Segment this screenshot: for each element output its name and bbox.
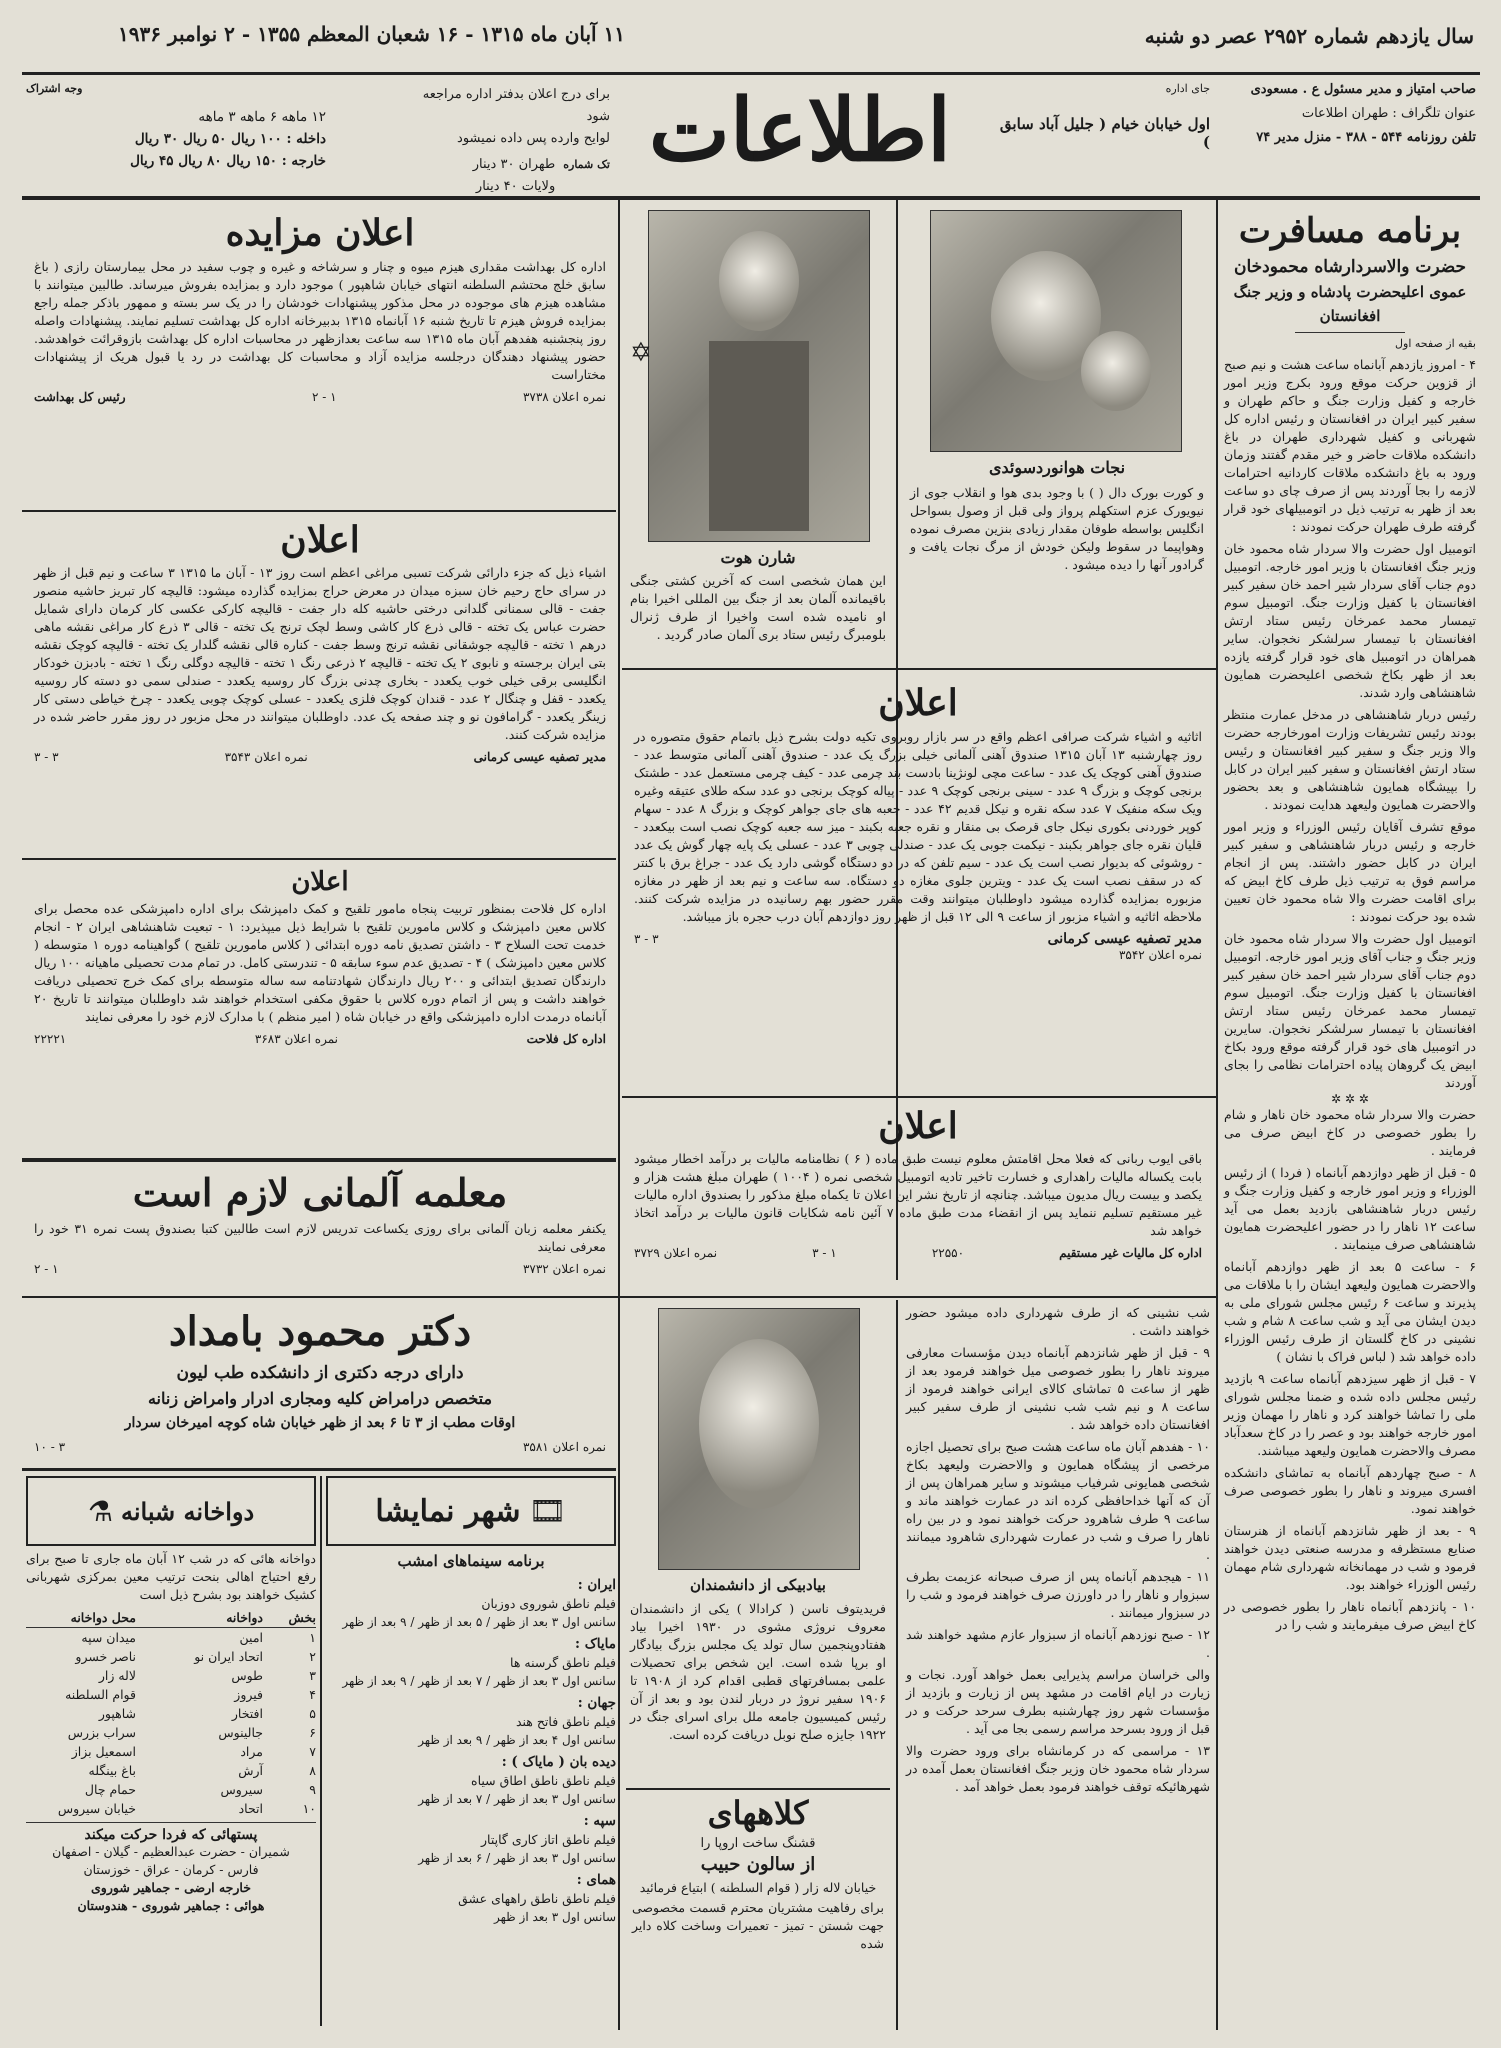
- auction-sign: رئیس کل بهداشت: [34, 390, 126, 404]
- teacher-ad: [26, 1166, 614, 1284]
- notice3-body: اثاثیه و اشیاء شرکت صرافی اعظم واقع در سر بازار روبروی تکیه دولت بشرح ذیل باتمام حقوق متصوره در روز چهارشنبه ۱۳ آبان ۱۳۱۵ صندوق آهنی آلمانی خیلی بزرگ یک عدد - صندوق آهنی آلمانی متوسط عدد - صندوق آهنی کوچک یک عدد - ساعت مچی لونژینا بادست بند چرمی عدد - کیف چرمی مستعمل عدد - طشتک برنجی کوچک و بزرگ ۹ عدد - سینی برنجی کوچک ۹ عدد - پیاله کوچک برنجی دو عدد سکه طلای عتیقه وغیره ویک سکه منفیک ۷ عدد سکه نقره و نیکل قدیم ۴۲ عدد - جعبه های جای جواهر کوچک و بزرگ ۸ عدد - سهام کوپر خوردنی بکوری نیکل جای قرصک بی منقار و نقره جعبه بکبند - میز سه جعبه کوچک نصب است بیکعدد - قلیان نقره جای جواهر بکبند - نیکمت جوبی یک عدد - صندلی چوبی ۳ عدد - عسلی یک پایه چهار گوش یک عدد - روشوئی که بدیوار نصب است یک عدد - سیم تلفن که در دو دستگاه گوشی دارد یک عدد - جراغ برق با کنتر که در سقف نصب است یک عدد - ویترین جلوی مغازه دو دستگاه. سه ساعت و نیم بعد از ظهر در مغازه مزبوره بمزایده گذارده میشود داوطلبان میتوانند وقت مقرر حضور بهم رسانیده در مزایده شرکت کنند. ملاحظه اثاثیه و اشیاء مزبور از ساعت ۹ الی ۱۲ قبل از ظهر روز دوازدهم آبان درب حجره باز میباشد.: [634, 729, 1203, 924]
- notice1-title: اعلان: [280, 519, 360, 561]
- cinema-name: دیده بان ( مایاک ) :: [501, 1754, 616, 1770]
- pharmacy-cell: امین: [239, 1630, 263, 1645]
- notice2-code: ۲۲۲۲۱: [34, 1032, 67, 1046]
- rule-teacher: [22, 1158, 616, 1162]
- doctor-line2: متخصص درامراض کلیه ومجاری ادرار وامراض زنانه: [147, 1389, 493, 1408]
- rule-tax: [622, 1096, 1216, 1098]
- newspaper-page: [22, 18, 1480, 2030]
- travel-subtitle-1: حضرت والاسردارشاه محمودخان: [1234, 257, 1466, 277]
- owner-line: صاحب امتیاز و مدیر مسئول ع . مسعودی: [1250, 82, 1476, 97]
- pharmacy-row: [26, 1742, 316, 1761]
- photo3-caption: فریدیتوف ناسن ( کرادالا ) یکی از دانشمندان معروف نروژی مشوی در ۱۹۳۰ اخیرا بیاد هفتادوپنجمین سال تولد یک مجلس بزرگ بیادگار او برپا شده است. این شخص برای تحصیلات علمی بمسافرتهای قطبی اقدام کرد از ۱۹۰۸ تا ۱۹۰۶ سفیر نروژ در دربار لندن بود و بعد از آن رئیس کمیسیون جامعه ملل برای اسرای جنگ در ۱۹۲۲ جایزه صلح نوبل دریافت کرده است.: [630, 1601, 886, 1742]
- film-projector-icon: 🎞: [528, 1493, 567, 1529]
- auction-num: نمره اعلان ۳۷۳۸: [522, 390, 606, 404]
- pharmacy-row: [26, 1761, 316, 1780]
- single-tehran: طهران ۳۰ دینار: [472, 157, 556, 172]
- subs-header: ۱۲ ماهه ۶ ماهه ۳ ماهه: [198, 109, 326, 125]
- doctor-num: نمره اعلان ۳۵۸۱: [522, 1440, 606, 1454]
- travel-para-2: اتومبیل اول حضرت والا سردار شاه محمود خان وزیر جنگ افغانستان با وزیر امور خارجه. اتومبیل دوم جناب آقای سردار شیر احمد خان سفیر کبیر افغانستان با کفیل وزارت جنگ. اتومبیل سوم تیمسار محمد عمرخان رئیس ستاد ارتش افغانستان با تیمسار سرلشکر نخجوان. سایر همراهان در اتومبیل های خود قرار گرفته یازده بعد از ظهر بکاخ شخصی اعلیحضرت همایون شاهنشاهی وارد شدند.: [1224, 541, 1476, 700]
- tax-body: باقی ایوب ربانی که فعلا محل اقامتش معلوم نیست طبق ماده ( ۶ ) نظامنامه مالیات بر درآمد اخطار میشود بابت یکساله مالیات راهداری و خسارت تاخیر تادیه اتومبیل شخصی نمره ( ۱۰۰۴ ) طهران مبلغ هشت هزار و یکصد و بیست ریال مدیون میباشد. چنانچه از تاریخ نشر این اعلان تا یکماه مبلغ مذکور را بصندوق اداره مالیات غیر مستقیم تسلیم ننماید پس از انقضاء مدت طبق ماده ۷ آئین نامه شکایات قانون مالیات بر درآمد اتخاذ خواهد شد: [634, 1151, 1203, 1238]
- pharmacy-cell: ناصر خسرو: [75, 1649, 136, 1664]
- cinema-times: سانس اول ۳ بعد از ظهر / ۷ بعد از ظهر / ۹ بعد از ظهر: [342, 1674, 616, 1688]
- photo-swedish-aviator: [930, 210, 1182, 452]
- travel-para-6: حضرت والا سردار شاه محمود خان ناهار و شام را بطور خصوصی در کاخ ابیض صرف می فرمایند .: [1224, 1107, 1476, 1158]
- ads-note-2: لوایح وارده پس داده نمیشود: [457, 131, 610, 146]
- rule-bottom-left: [22, 1468, 616, 1471]
- pharmacy-cell: ۱: [309, 1630, 316, 1645]
- cinema-item: [326, 1812, 616, 1867]
- pharmacy-cell: طوس: [231, 1668, 263, 1683]
- date-line: ۱۱ آبان ماه ۱۳۱۵ - ۱۶ شعبان المعظم ۱۳۵۵ - ۲ نوامبر ۱۹۳۶: [118, 22, 626, 46]
- notice2-num: نمره اعلان ۳۶۸۳: [254, 1032, 338, 1046]
- schedule-extra: والی خراسان مراسم پذیرایی بعمل خواهد آورد. نجات و زیارت در ایام اقامت در مشهد پس از زیارت و بازدید از مؤسسات شهر روز چهارشنبه بطرف سرحد حرکت و در قبل از ورود بسرحد مراسم رسمی بجا می آید .: [906, 1667, 1210, 1736]
- cinema-film: فیلم ناطق ناطق اطاق سیاه: [471, 1773, 616, 1788]
- col-rule-1: [1216, 200, 1218, 2030]
- cinema-item: [326, 1635, 616, 1690]
- office-label: جای اداره: [1165, 82, 1210, 95]
- travel-para-8: ۶ - ساعت ۵ بعد از ظهر دوازدهم آبانماه والاحضرت همایون ولیعهد ایشان را با ملاقات می پذیرند و ساعت ۶ رئیس مجلس شورای ملی به دیدن ایشان می آید و شب ساعت ۸ شام و شب نشینی در کاخ گلستان از طرف رئیس الوزراء داده خواهد شد ( لباس فراک با نشان ): [1224, 1259, 1476, 1364]
- pharmacy-row: [26, 1685, 316, 1704]
- pharmacy-cell: شاهپور: [98, 1706, 136, 1721]
- pharmacy-cell: خیابان سیروس: [57, 1801, 136, 1816]
- doctor-ad: [26, 1304, 614, 1464]
- rule-notice2: [22, 858, 616, 860]
- notice1-ad: [26, 516, 614, 856]
- cinema-film: فیلم ناطق ناطق راههای عشق: [458, 1891, 616, 1906]
- doctor-title: دکتر محمود بامداد: [168, 1308, 472, 1355]
- star-emblem-icon: ✡: [630, 338, 652, 368]
- pharmacy-cell: باغ بینگله: [88, 1763, 136, 1778]
- cinema-name: مایاک :: [575, 1636, 616, 1652]
- photo2-title: شارن هوت: [720, 548, 796, 567]
- photo-nansen: [658, 1308, 860, 1570]
- pharmacy-cell: میدان سپه: [81, 1630, 136, 1645]
- rule-bottom-mid: [22, 1296, 1216, 1298]
- travel-para-12: ۱۰ - پانزدهم آبانماه ناهار را بطور خصوصی در کاخ ابیض صرف میفرمایند و شب را در: [1224, 1599, 1476, 1632]
- phone-line: تلفن روزنامه ۵۴۴ - ۳۸۸ - منزل مدیر ۷۴: [1256, 130, 1476, 145]
- hats-shop: از سالون حبیب: [700, 1854, 816, 1875]
- hats-subtitle: قشنگ ساخت اروپا را: [700, 1836, 816, 1851]
- travel-para-3: رئیس دربار شاهنشاهی در مدخل عمارت منتظر بودند رئیس تشریفات وزارت امورخارجه حضرت والا وزیر جنگ و سفیر کبیر افغانستان و رئیس ستاد ارتش افغانستان و سفیر کبیر ایران در کابل را بپیشگاه همایون شاهنشاهی و بعد بحضور والاحضرت همایون ولیعهد هدایت نمودند .: [1224, 707, 1476, 812]
- cinema-item: [326, 1694, 616, 1749]
- masthead-single: [410, 84, 610, 194]
- auction-ad: [26, 208, 614, 508]
- notice3-ad: [626, 678, 1210, 1088]
- masthead-address: [990, 82, 1210, 172]
- notice3-sign: مدیر تصفیه عیسی کرمانی: [1047, 931, 1202, 947]
- pharmacy-rows: [26, 1628, 316, 1818]
- travel-cont: بقیه از صفحه اول: [1395, 337, 1476, 350]
- auction-title: اعلان مزایده: [225, 212, 415, 254]
- col-rule-ads: [320, 1476, 322, 2026]
- cinema-name: ایران :: [577, 1577, 616, 1593]
- tax-issue: ۱ - ۳: [812, 1246, 837, 1260]
- cinema-name: همای :: [576, 1872, 616, 1888]
- col-rule-3: [618, 200, 620, 2030]
- col-rule-2b: [896, 1300, 898, 2030]
- pharmacy-row: [26, 1780, 316, 1799]
- pharmacy-cell: قوام السلطنه: [65, 1687, 136, 1702]
- photo1-title: نجات هوانوردسوئدی: [988, 458, 1126, 477]
- cinema-name: جهان :: [577, 1695, 616, 1711]
- pharmacy-cell: اتحاد: [238, 1801, 263, 1816]
- pharmacy-row: [26, 1799, 316, 1818]
- tax-code: ۲۲۵۵۰: [931, 1246, 965, 1260]
- mail-title: پستهائی که فردا حرکت میکند: [84, 1827, 258, 1843]
- pharmacy-col-pharmacy: دواخانه: [226, 1610, 263, 1625]
- pharmacy-col-district: بخش: [288, 1610, 316, 1625]
- rule-notice3: [622, 668, 1216, 670]
- notice1-num: نمره اعلان ۳۵۴۳: [224, 750, 308, 764]
- mail-line-4: هوائی : جماهیر شوروی - هندوستان: [77, 1898, 265, 1913]
- single-label: تک شماره: [563, 158, 610, 171]
- pharmacy-cell: ۶: [309, 1725, 316, 1740]
- star-divider-icon: ✲ ✲ ✲: [1331, 1092, 1369, 1106]
- issue-line: سال یازدهم شماره ۲۹۵۲ عصر دو شنبه: [1144, 24, 1474, 48]
- pharmacy-cell: لاله زار: [98, 1668, 136, 1683]
- doctor-line3: اوقات مطب از ۳ تا ۶ بعد از ظهر خیابان شاه کوچه امیرخان سردار: [124, 1415, 516, 1431]
- schedule-p13: ۱۳ - مراسمی که در کرمانشاه برای ورود حضرت والا سردار شاه محمود خان وزیر جنگ افغانستان بعمل آمده در شهرهائیکه توقف خواهند فرمود بعمل خواهد آمد .: [906, 1743, 1210, 1794]
- cinema-film: فیلم ناطق اتاز کاری گاپتار: [481, 1832, 616, 1847]
- doctor-issue: ۳ - ۱۰: [34, 1440, 66, 1454]
- cinema-ad: [326, 1476, 616, 2026]
- rule-notice1: [22, 510, 616, 512]
- notice3-num: نمره اعلان ۳۵۴۲: [1118, 948, 1202, 962]
- notice3-issue: ۳ - ۳: [634, 932, 659, 946]
- notice3-title: اعلان: [878, 682, 958, 724]
- teacher-num: نمره اعلان ۳۷۳۲: [522, 1262, 606, 1276]
- scientist-block: [626, 1304, 890, 1784]
- cinema-film: فیلم ناطق فاتح هند: [515, 1714, 616, 1729]
- mail-line-1: شمیران - حضرت عبدالعظیم - گیلان - اصفهان: [52, 1844, 290, 1859]
- hats-body: برای رفاهیت مشتریان محترم قسمت مخصوصی جهت شستن - تمیز - تعمیرات وساخت کلاه دایر شده: [632, 1900, 884, 1951]
- tax-sign: اداره کل مالیات غیر مستقیم: [1059, 1246, 1202, 1260]
- travel-para-4: موقع تشرف آقایان رئیس الوزراء و وزیر امور خارجه و رئیس دربار شاهنشاهی و سفیر کبیر ایران در کابل حضور داشتند. پس از انجام مراسم فوق به ترتیب ذیل طرف کاخ ابیض که برای اقامت حضرت والا شاه محمود خان تعیین شده بود حرکت نمودند :: [1224, 819, 1476, 924]
- travel-para-11: ۹ - بعد از ظهر شانزدهم آبانماه از هنرستان صنایع مستظرفه و مدرسه صنعتی دیدن خواهند فرمود و شب در مهمانخانه شهرداری شام مهمان رئیس الوزراء خواهند بود.: [1224, 1523, 1476, 1592]
- cinema-name: سپه :: [583, 1813, 616, 1829]
- masthead-right: [1226, 78, 1476, 188]
- pharmacy-logo: دواخانه شبانه: [120, 1496, 255, 1526]
- photo2-caption: این همان شخصی است که آخرین کشتی جنگی باقیمانده آلمان بعد از جنگ بین المللی اخیرا بنام او نامیده شده است واخیرا از طرف ژنرال بلومبرگ رئیس ستاد بری آلمان صادر گردید .: [630, 573, 886, 642]
- auction-issue: ۱ - ۲: [311, 390, 337, 404]
- notice2-title: اعلان: [291, 867, 349, 897]
- travel-para-10: ۸ - صبح چهاردهم آبانماه به تماشای دانشکده افسری میروند و ناهار را بطور خصوصی صرف خواهند نمود.: [1224, 1465, 1476, 1516]
- top-rule: [22, 72, 1480, 75]
- travel-para-1: ۴ - امروز یازدهم آبانماه ساعت هشت و نیم صبح از قزوین حرکت موقع ورود بکرج وزیر امور خارجه و کفیل وزارت جنگ و حاکم طهران و سفیر کبیر ایران در افغانستان و رئیس اداره کل شهربانی و کفیل شهرداری طهران در باغ دانشکده ملاقات حاضر و خیر مقدم گفتند وزمان ورود به باغ دانشکده ملاقات کاردانیه احترامات لازمه را بجا آوردند پس از صرف چای دو ساعت بعد از ظهر به ترتیب ذیل در اتومبیلهای خود قرار گرفته طرف طهران حرکت نمودند :: [1224, 357, 1476, 534]
- pharmacist-icon: ⚗: [87, 1494, 113, 1528]
- telegram-line: عنوان تلگراف : طهران اطلاعات: [1301, 106, 1476, 121]
- subs-foreign: خارجه : ۱۵۰ ریال ۸۰ ریال ۴۵ ریال: [130, 153, 326, 169]
- tax-ad: [626, 1102, 1210, 1292]
- cinema-item: [326, 1576, 616, 1631]
- cinema-item: [326, 1753, 616, 1808]
- doctor-line1: دارای درجه دکتری از دانشکده طب لیون: [176, 1363, 464, 1383]
- travel-subtitle-3: افغانستان: [1319, 307, 1381, 325]
- travel-subtitle-2: عموی اعلیحضرت پادشاه و وزیر جنگ: [1233, 283, 1467, 301]
- notice2-ad: [26, 864, 614, 1154]
- pharmacy-intro: دواخانه هائی که در شب ۱۲ آبان ماه جاری تا صبح برای رفع احتیاج اهالی بنحت ترتیب معین بمرکزی شهربانی کشیک خواهند بود بشرح ذیل است: [26, 1551, 316, 1602]
- cinema-times: سانس اول ۳ بعد از ظهر / ۵ بعد از ظهر / ۹ بعد از ظهر: [342, 1615, 616, 1629]
- pharmacy-cell: حمام چال: [84, 1782, 136, 1797]
- travel-article: [1224, 208, 1476, 2026]
- pharmacy-cell: مراد: [240, 1744, 263, 1759]
- pharmacy-cell: فیروز: [234, 1687, 263, 1702]
- cinema-film: فیلم ناطق شوروی دوزبان: [481, 1596, 616, 1611]
- tax-num: نمره اعلان ۳۷۲۹: [634, 1246, 718, 1260]
- subs-domestic: داخله : ۱۰۰ ریال ۵۰ ریال ۳۰ ریال: [134, 131, 326, 147]
- hats-title: کلاههای: [707, 1794, 809, 1832]
- teacher-issue: ۱ - ۲: [34, 1262, 59, 1276]
- cinema-list: [326, 1576, 616, 1926]
- cinema-times: سانس اول ۴ بعد از ظهر / ۹ بعد از ظهر: [418, 1733, 616, 1747]
- pharmacy-cell: سیروس: [220, 1782, 263, 1797]
- notice2-sign: اداره کل فلاحت: [526, 1032, 606, 1046]
- teacher-body: یکنفر معلمه زبان آلمانی برای روزی یکساعت تدریس لازم است طالبین کتبا بصندوق پست نمره ۳۱ خود را معرفی نمایند: [34, 1221, 606, 1254]
- notice2-body: اداره کل فلاحت بمنظور تربیت پنجاه مامور تلقیح و کمک دامپزشک برای اداره دامپزشکی عده محصل برای کلاس معین دامپزشک و کلاس مامورین تلقیح با شرایط ذیل میپذیرد: ۱ - تبعیت شاهنشاهی ایران ۲ - انجام خدمت تحت السلاح ۳ - داشتن تصدیق نامه دوره ابتدائی ( کلاس مامورین تلقیح ) گواهینامه دوره ۱ متوسطه ( کلاس معین دامپزشک ) ۴ - تصدیق عدم سوء سابقه ۵ - تندرستی کامل. در تمام مدت تحصیلی ماهیانه ۱۰۰ ریال دارندگان تصدیق ابتدائی و ۲۰۰ ریال دارندگان شهادتنامه سه ساله متوسطه برای کمک خرج تحصیلی دریافت خواهند داشت و پس از اتمام دوره کلاس با حقوق مکفی استخدام خواهند شد داوطلبان میتوانند تا تاریخ ۲۰ آبانماه درمدت اداره دامپزشکی واقع در خیابان شاه ( امیر منظم ) با مدارک لازم خود را معرفی نمایند: [34, 901, 606, 1024]
- pharmacy-cell: ۲: [309, 1649, 316, 1664]
- pharmacy-cell: اسمعیل بزاز: [71, 1744, 136, 1759]
- cinema-item: [326, 1871, 616, 1926]
- travel-para-5: اتومبیل اول حضرت والا سردار شاه محمود خان وزیر جنگ و جناب آقای وزیر امور خارجه. اتومبیل دوم جناب آقای سردار شیر احمد خان سفیر کبیر افغانستان با کفیل وزارت جنگ. اتومبیل سوم تیمسار محمد عمرخان رئیس ستاد ارتش افغانستان با تیمسار سرلشکر نخجوان. سایرین در اتومبیل های خود قرار گرفته موقع ورود بکاخ ابیض یک گروهان پیاده احترامات نظامی را بجای آوردند: [1224, 931, 1476, 1090]
- schedule-column: [906, 1304, 1210, 2026]
- cinema-times: سانس اول ۳ بعد از ظهر / ۶ بعد از ظهر: [418, 1851, 616, 1865]
- hats-ad: [626, 1788, 890, 2028]
- pharmacy-cell: افتخار: [231, 1706, 263, 1721]
- mail-line-2: فارس - کرمان - عراق - خوزستان: [83, 1862, 259, 1877]
- pharmacy-cell: ۳: [309, 1668, 316, 1683]
- subs-label: وجه اشتراک: [26, 82, 83, 95]
- pharmacy-row: [26, 1704, 316, 1723]
- pharmacy-row: [26, 1666, 316, 1685]
- masthead-subscription: [26, 78, 326, 188]
- ads-note-1: برای درج اعلان بدفتر اداره مراجعه شود: [422, 87, 610, 124]
- pharmacy-ad: [26, 1476, 316, 2026]
- pharmacy-cell: ۸: [309, 1763, 316, 1778]
- logo-text: اطلاعات: [648, 80, 952, 181]
- pharmacy-cell: ۴: [309, 1687, 316, 1702]
- pharmacy-col-location: محل دواخانه: [70, 1610, 136, 1625]
- travel-para-7: ۵ - قبل از ظهر دوازدهم آبانماه ( فردا ) از رئیس الوزراء و وزیر امور خارجه و کفیل وزارت جنگ و رئیس دربار شاهنشاهی بازدید بعمل می آید ساعت ۱۲ ناهار را در حضور اعلیحضرت همایون شاهنشاهی صرف مینمایند .: [1224, 1165, 1476, 1252]
- mail-line-3: خارجه ارضی - جماهیر شوروی: [91, 1880, 251, 1895]
- travel-title: برنامه مسافرت: [1238, 211, 1462, 251]
- teacher-title: معلمه آلمانی لازم است: [132, 1170, 508, 1215]
- masthead-rule: [22, 196, 1480, 200]
- pharmacy-cell: ۵: [309, 1706, 316, 1721]
- schedule-intro: شب نشینی که از طرف شهرداری داده میشود حضور خواهند داشت .: [906, 1305, 1210, 1338]
- notice1-sign: مدیر تصفیه عیسی کرمانی: [473, 750, 606, 764]
- pharmacy-cell: اتحاد ایران نو: [194, 1649, 263, 1664]
- newspaper-logo: [620, 78, 980, 188]
- notice1-body: اشیاء ذیل که جزء دارائی شرکت تسبی مراغی اعظم است روز ۱۳ - آبان ما ۱۳۱۵ ۳ ساعت و نیم قبل از ظهر در سرای حاج رحیم خان سبزه میدان در معرض حراج بمزایده گذارده میشود: قالیچه کار تبریز حاشیه منصور جفت - قالی سمنانی گلدانی درختی حاشیه کله دار جفت - قالیچه کارکی عکسی کار کرمان دارای شمایل حضرت عباس یک تخته - قالی ذرع کار کاشی وسط لچک ترنج یک تخته - قالی ۳ ذرع کار مراغی نقشه ماهی درهم ۱ تخته - قالیچه جوشقانی نقشه ترنج وسط جفت - کناره قالی نقشه گلدار یک تخته - قالیچه کوچک نقشه بتی ایران برجسته و نابوی ۲ یک تخته - قالیچه ۲ ذرعی رنگ ۱ تخته - قالیچه دوگلی رنگ ۱ تخته - بادبزن خودکار انگلیسی برقی خیلی خوب یکعدد - بخاری چدنی بزرگ کار روسیه یکعدد - صندلی سمی دو دسته کار روسیه یکعدد - قفل و چنگال ۲ عدد - قندان کوچک فلزی یکعدد - عسلی کوچک چوبی یکعدد - چرخ خیاطی دستی کار زینگر یکعدد - گرامافون نو و چند صفحه یک عدد. داوطلبان میتوانند در محل مزبور در روز مقرر حاضر شده در مزایده شرکت کنند.: [34, 565, 607, 742]
- hats-address: خیابان لاله زار ( قوام السلطنه ) ابتیاع فرمائید: [639, 1880, 877, 1895]
- cinema-times: سانس اول ۳ بعد از ظهر / ۷ بعد از ظهر: [418, 1792, 616, 1806]
- office-address: اول خیابان خیام ( جلیل آباد سابق ): [999, 115, 1210, 151]
- tax-title: اعلان: [878, 1105, 958, 1147]
- pharmacy-cell: ۱۰: [302, 1801, 316, 1816]
- pharmacy-cell: جالینوس: [218, 1725, 263, 1740]
- notice1-issue: ۳ - ۳: [34, 750, 59, 764]
- schedule-p9: ۹ - قبل از ظهر شانزدهم آبانماه دیدن مؤسسات معارفی میروند ناهار را بطور خصوصی میل خواهند فرمود بعد از ظهر از ساعت ۵ تماشای کالای ایرانی خواهند فرمود از ساعت ۸ و نیم شب شب نشینی از طرف سفیر کبیر افغانستان داده خواهد شد .: [906, 1345, 1210, 1432]
- cinema-times: سانس اول ۳ بعد از ظهر: [494, 1910, 616, 1924]
- pharmacy-row: [26, 1647, 316, 1666]
- pharmacy-row: [26, 1628, 316, 1647]
- photo-schaarnhorst: [648, 210, 870, 542]
- cinema-film: فیلم ناطق گرسنه ها: [510, 1655, 616, 1670]
- photo-left-block: [904, 208, 1210, 663]
- pharmacy-cell: آرش: [238, 1763, 263, 1778]
- pharmacy-cell: ۷: [309, 1744, 316, 1759]
- pharmacy-cell: سراب بزرس: [67, 1725, 136, 1740]
- cinema-logo: شهر نمایشا: [375, 1493, 521, 1529]
- pharmacy-row: [26, 1723, 316, 1742]
- pharmacy-cell: ۹: [309, 1782, 316, 1797]
- single-provinces: ولایات ۴۰ دینار: [475, 179, 556, 194]
- schedule-p11: ۱۱ - هیجدهم آبانماه پس از صرف صبحانه عزیمت بطرف سبزوار و ناهار را در داورزن صرف خواهند فرمود و شب را در سبزوار میمانند .: [906, 1569, 1210, 1620]
- cinema-title: برنامه سینماهای امشب: [397, 1552, 545, 1570]
- schedule-p12: ۱۲ - صبح نوزدهم آبانماه از سبزوار عازم مشهد خواهند شد .: [906, 1627, 1210, 1660]
- photo1-caption: و کورت بورک دال ( ) با وجود بدی هوا و انقلاب جوی از نیویورک عزم استکهلم پرواز ولی قبل از وصول بسواحل انگلیس بواسطه طوفان مقدار زیادی بنزین مصرف نموده وهواپیما در سقوط ولیکن خودش از مرگ نجات یافت و گرادور آنها را دیده میشود .: [910, 485, 1204, 572]
- travel-para-9: ۷ - قبل از ظهر سیزدهم آبانماه ساعت ۹ بازدید رئیس مجلس داده شده و ضمنا مجلس شورای ملی را تماشا خواهند کرد و ناهار را مهمان وزیر امور خارجه خواهند بود و عصر را در کاخ سعدآباد مصرف والاحضرت همایون ولیعهد میباشند.: [1224, 1371, 1476, 1458]
- schedule-p10: ۱۰ - هفدهم آبان ماه ساعت هشت صبح برای تحصیل اجازه مرخصی از پیشگاه همایون و والاحضرت ولیعهد بکاخ شخصی همایونی شرفیاب میشوند و سایر همراهان پس از آن که آنها خداحافظی کرده اند در عمارت خواهند ماند و ساعت ۹ طرف شاهرود حرکت خواهند نمود و در بین راه ناهار را صرف و شب در عمارت شهرداری شاهرود میمانند .: [906, 1439, 1210, 1562]
- auction-body: اداره کل بهداشت مقداری هیزم میوه و چنار و سرشاخه و غیره و چوب سفید در محل بیمارستان رازی ( باغ سابق خلج محتشم السلطنه انتهای خیابان شاهپور ) موجود دارد و بمزایده بفروش میرساند. طالبین میتوانند با مشاهده هیزم های موجوده در محل مذکور پیشنهادات خودشان را در یک سر بسته و ممهور باذکر جمله راجع بمزایده فروش هیزم تا تاریخ شنبه ۱۶ آبانماه ۱۳۱۵ بدبیرخانه اداره کل بهداشت تسلیم نمایند. پیشنهادات واصله روز پنجشنبه هفدهم آبان ماه ۱۳۱۵ سه ساعت بعدازظهر در محاسبات اداره کل بهداشت بازوقرائت خواهدشد. حضور پیشنهاد دهندگان درجلسه مزایده آزاد و محاسبات کل بهداشت در رد یا قبول هریک از پیشنهادات مختاراست: [34, 259, 606, 382]
- photo3-title: بیادبیکی از دانشمندان: [690, 1576, 826, 1594]
- photo-right-block: [626, 208, 890, 663]
